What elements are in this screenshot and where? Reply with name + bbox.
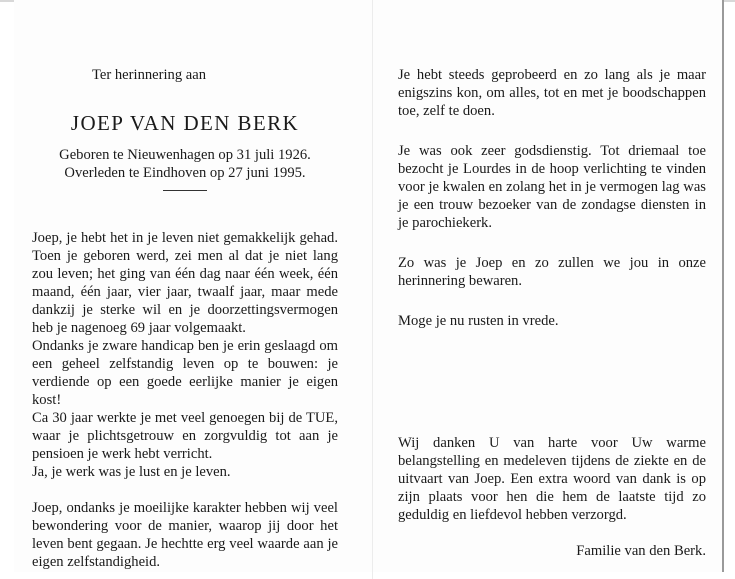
thanks-block xyxy=(398,434,706,560)
paragraph-character: Joep, ondanks je moeilijke karakter hebben wij veel bewondering voor de manier, waarop jij door het leven bent gegaan. Je hechtte erg veel waarde aan je eigen zelfstandigheid. xyxy=(32,500,338,570)
left-page xyxy=(32,66,338,571)
card-fold xyxy=(372,0,373,579)
paragraph-independence: Ondanks je zware handicap ben je erin geslaagd om een geheel zelfstandig leven op te bouwen: je verdiende op een goede eerlijke manier je eigen kost! xyxy=(32,338,338,408)
paragraph-work: Ca 30 jaar werkte je met veel genoegen bij de TUE, waar je plichtsgetrouw en zorgvuldig tot aan je pensioen je werk hebt verricht. xyxy=(32,410,338,462)
birth-line: Geboren te Nieuwenhagen op 31 juli 1926. xyxy=(59,147,311,163)
paragraph-lust: Ja, je werk was je lust en je leven. xyxy=(32,464,231,480)
deceased-name: JOEP VAN DEN BERK xyxy=(70,111,300,135)
paragraph-faith: Je was ook zeer godsdienstig. Tot driemaal toe bezocht je Lourdes in de hoop verlichting te vinden voor je kwalen en zolang het in je vermogen lag was je een trouw bezoeker van de zondagse diensten in je parochiekerk. xyxy=(398,143,706,231)
right-page xyxy=(398,66,706,330)
paragraph-life: Joep, je hebt het in je leven niet gemakkelijk gehad. Toen je geboren werd, zei men al dat je niet lang zou leven; het ging van één dag naar één week, één maand, één jaar, vier jaar, twaalf jaar, maar mede dankzij je sterke wil en je doorzettingsvermogen heb je nagenoeg 69 jaar volgemaakt. xyxy=(32,230,338,336)
intro-line: Ter herinnering aan xyxy=(92,67,207,83)
divider xyxy=(163,190,207,191)
death-line: Overleden te Eindhoven op 27 juni 1995. xyxy=(64,165,306,181)
paragraph-memory: Zo was je Joep en zo zullen we jou in onze herinnering bewaren. xyxy=(398,255,706,289)
thanks-paragraph: Wij danken U van harte voor Uw warme belangstelling en medeleven tijdens de ziekte en de uitvaart van Joep. Een extra woord van dank is op zijn plaats voor hen die hem de laatste tijd zo geduldig en liefdevol hebben verzorgd. xyxy=(398,435,706,523)
paragraph-rest: Moge je nu rusten in vrede. xyxy=(398,313,559,329)
family-signature: Familie van den Berk. xyxy=(576,543,706,559)
paragraph-errands: Je hebt steeds geprobeerd en zo lang als je maar enigszins kon, om alles, tot en met je boodschappen toe, zelf te doen. xyxy=(398,67,706,119)
